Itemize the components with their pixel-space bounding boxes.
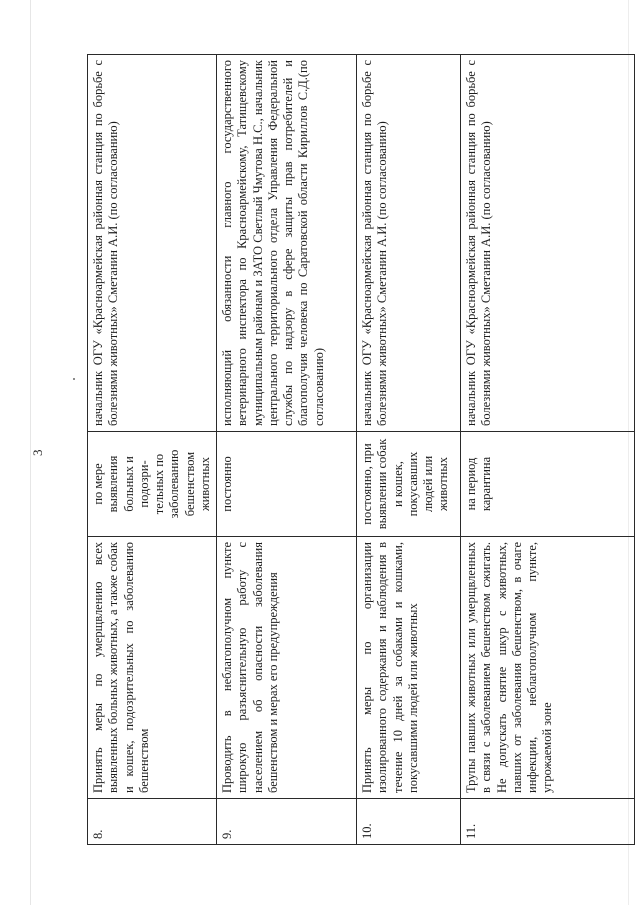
row-number: 10. — [357, 799, 461, 845]
scan-speck — [73, 378, 75, 380]
measure-cell: Принять меры по организации изолированного содержания и наблюдения в течение 10 дней за собаками и кошками, покусавшими людей или животных — [357, 537, 461, 799]
responsible-cell: начальник ОГУ «Красноармейская районная станция по борьбе с болезнями животных» Сметанин А.И. (по согласованию) — [88, 55, 217, 432]
table-row — [217, 55, 357, 845]
term-cell: на период карантина — [461, 432, 635, 537]
term-cell: постоянно — [217, 432, 357, 537]
table-row — [88, 55, 217, 845]
measure-cell: Трупы павших животных или умерщвленных в связи с заболеванием бешенством сжигать. Не допускать снятие шкур с животных, павших от заболевания бешенством, в очаге инфекции, неблагополучном пункте, угрожаемой зоне — [461, 537, 635, 799]
row-number: 8. — [88, 799, 217, 845]
term-cell: постоянно, при выявлении собак и кошек, покусавших людей или животных — [357, 432, 461, 537]
table-row — [461, 55, 635, 845]
term-cell: по мере выявления больных и подозри- тельных по заболеванию бешенством животных — [88, 432, 217, 537]
measures-table-container — [87, 55, 623, 845]
row-number: 9. — [217, 799, 357, 845]
page-number: 3 — [30, 449, 45, 456]
table-row — [357, 55, 461, 845]
row-number: 11. — [461, 799, 635, 845]
responsible-cell: начальник ОГУ «Красноармейская районная станция по борьбе с болезнями животных» Сметанин А.И. (по согласованию) — [461, 55, 635, 432]
measures-table — [87, 54, 635, 845]
measure-cell: Принять меры по умерщвлению всех выявленных больных животных, а также собак и кошек, подозрительных по заболеванию бешенством — [88, 537, 217, 799]
measure-cell: Проводить в неблагополучном пункте широкую разъяснительную работу с населением об опасности заболевания бешенством и мерах его предупреждения — [217, 537, 357, 799]
responsible-cell: исполняющий обязанности главного государственного ветеринарного инспектора по Красноармейскому, Татищевскому муниципальным районам и ЗАТО Светлый Чмутова Н.С., начальник центрального территориального отдела Управления Федеральной службы по надзору в сфере защиты прав потребителей и благополучия человека по Саратовской области Кириллов С.Д.(по согласованию) — [217, 55, 357, 432]
responsible-cell: начальник ОГУ «Красноармейская районная станция по борьбе с болезнями животных» Сметанин А.И. (по согласованию) — [357, 55, 461, 432]
